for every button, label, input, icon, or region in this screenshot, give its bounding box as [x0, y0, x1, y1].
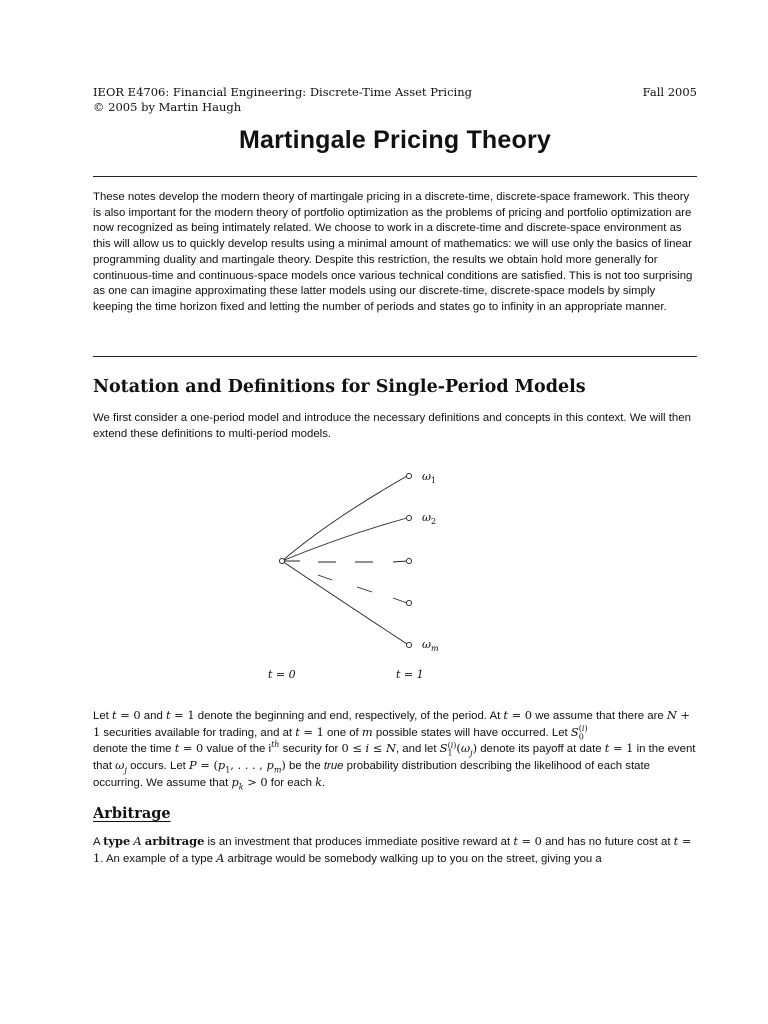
branch-to-omega-m — [282, 561, 407, 644]
section-intro-paragraph: We first consider a one-period model and introduce the necessary definitions and concepts in this context. We will then extend these definitions to multi-period models. — [93, 412, 691, 440]
branch-dash-c — [393, 561, 407, 562]
node-middle — [406, 558, 411, 563]
label-t0: t = 0 — [268, 668, 296, 681]
label-omega-m: $\omega_m$ — [422, 638, 439, 653]
page-title: Martingale Pricing Theory — [238, 126, 551, 154]
branch-dash-f — [393, 598, 407, 603]
setup-paragraph: Let t = 0 and t = 1 denote the beginning and end, respectively, of the period. At t = 0 we assume that there are N + 1 securities available for trading, and at t = 1 one of m possible states will have occurred. Let $S_0^{(i)}$ denote the time t = 0 value of the $i^{th}$ security for 0 ≤ i ≤ N, and let $S_1^{(i)}(\omega_j)$ denote its payoff at date t = 1 in the event that $\omega_j$ occurs. Let $P = (p_1$, . . . , $p_m$) be the true probability distribution describing the likelihood of each state occurring. We assume that $p_k > 0$ for each k. — [93, 708, 696, 792]
root-node — [279, 558, 284, 563]
copyright-line: © 2005 by Martin Haugh — [93, 100, 242, 114]
node-omega-2 — [406, 515, 411, 520]
branch-dash-d — [318, 575, 332, 580]
label-t1: t = 1 — [396, 668, 424, 681]
arbitrage-heading: Arbitrage — [93, 805, 171, 822]
node-omega-1 — [406, 473, 411, 478]
node-lower — [406, 600, 411, 605]
course-title: IEOR E4706: Financial Engineering: Discrete-Time Asset Pricing — [93, 85, 472, 99]
branch-to-omega-1 — [282, 476, 407, 561]
branch-dash-e — [357, 587, 372, 592]
arbitrage-paragraph: A type A arbitrage is an investment that produces immediate positive reward at t = 0 and has no future cost at t = 1. An example of a type A arbitrage would be somebody walking up to you on the street, giving you a — [93, 834, 692, 865]
term-label: Fall 2005 — [642, 85, 697, 99]
section-heading: Notation and Definitions for Single-Period Models — [93, 377, 586, 397]
branch-to-omega-2 — [282, 518, 407, 561]
label-omega-1: $\omega_1$ — [422, 470, 437, 485]
node-omega-m — [406, 642, 411, 647]
label-omega-2: $\omega_2$ — [422, 511, 437, 526]
abstract-paragraph: These notes develop the modern theory of martingale pricing in a discrete-time, discrete-space framework. This theory is also important for the modern theory of portfolio optimization as the problems of pricing and portfolio optimization are now recognized as being intimately related. We choose to work in a discrete-time and discrete-space environment as this will allow us to quickly develop results using a minimal amount of mathematics: we will use only the basics of linear programming duality and martingale theory. Despite this restriction, the results we obtain hold more generally for continuous-time and continuous-space models once various technical conditions are satisfied. This is not too surprising as one can imagine approximating these latter models using our discrete-time, discrete-space models by simply keeping the time horizon fixed and letting the number of periods and states go to infinity in an appropriate manner. — [93, 191, 693, 313]
